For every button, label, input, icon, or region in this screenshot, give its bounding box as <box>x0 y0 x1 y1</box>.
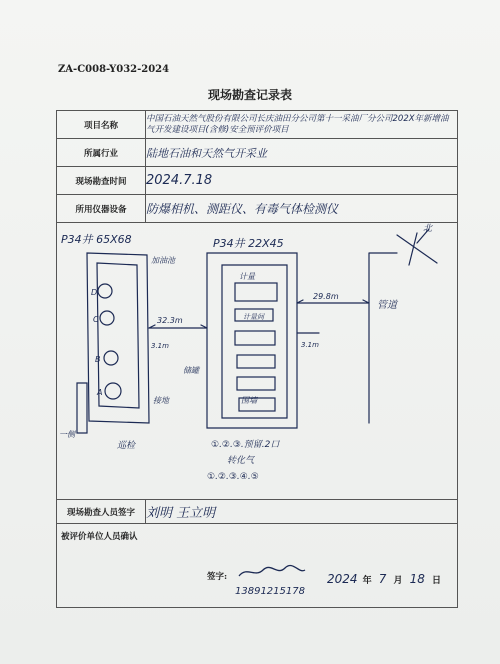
tank-label-d: D <box>91 288 98 297</box>
distance-label-1: 32.3m <box>157 316 183 325</box>
time-label: 现场勘查时间 <box>57 167 146 195</box>
document-title: 现场勘查记录表 <box>207 88 292 102</box>
phone-number: 13891215178 <box>235 586 305 597</box>
project-value: 中国石油天然气股份有限公司长庆油田分公司第十一采油厂分公司202X年新增油气开发建设项目(含修)安全预评价项目 <box>146 111 458 139</box>
side-note-4: 储罐 <box>183 366 199 375</box>
right-area-label: 管道 <box>377 300 397 311</box>
side-note-1: 加油池 <box>151 256 175 265</box>
equipment-label: 所用仪器设备 <box>57 195 146 223</box>
tank-label-b: B <box>95 355 101 364</box>
sign-date-month-unit: 月 <box>393 576 403 586</box>
left-unit-label: P34井 65X68 <box>61 233 132 246</box>
center-box-3 <box>237 355 275 368</box>
legend-line-1: ①.②.③.预留.2口 <box>211 440 280 450</box>
time-row <box>57 167 458 195</box>
tank-a-icon <box>105 383 121 399</box>
project-row <box>57 111 458 139</box>
sign-date-year: 2024 <box>327 572 358 586</box>
side-note-2: 接地 <box>153 396 169 405</box>
left-building-icon <box>77 383 87 433</box>
sign-label: 签字: <box>207 572 228 582</box>
north-arrow-icon <box>397 229 437 265</box>
distance-label-4: 3.1m <box>301 341 319 349</box>
sign-date-day: 18 <box>409 572 425 586</box>
inspector-label: 现场勘查人员签字 <box>57 500 146 524</box>
tank-c-icon <box>100 311 114 325</box>
confirm-row <box>57 524 458 608</box>
industry-row <box>57 139 458 167</box>
center-label-1: 计量 <box>239 272 255 281</box>
sketch-row <box>57 223 458 500</box>
legend-line-3: ①.②.③.④.⑤ <box>207 472 259 482</box>
project-label: 项目名称 <box>57 111 146 139</box>
side-note-3: 巡检 <box>117 441 136 451</box>
document-code: ZA-C008-Y032-2024 <box>58 64 170 75</box>
equipment-value: 防爆相机、测距仪、有毒气体检测仪 <box>146 195 458 223</box>
tank-b-icon <box>104 351 118 365</box>
center-box-2 <box>235 331 275 345</box>
sign-date-year-unit: 年 <box>362 576 372 586</box>
inspection-form-table <box>56 110 458 608</box>
center-box-4 <box>237 377 275 390</box>
industry-value: 陆地石油和天然气开采业 <box>146 139 458 167</box>
metering-room-icon <box>235 283 277 301</box>
distance-arrow-1 <box>149 325 207 328</box>
industry-label: 所属行业 <box>57 139 146 167</box>
tank-d-icon <box>98 284 112 298</box>
legend-line-2: 转化气 <box>227 456 255 466</box>
confirm-cell <box>57 524 458 608</box>
equipment-row <box>57 195 458 223</box>
side-note-6: 一侧 <box>59 430 75 439</box>
center-label-2: 计量间 <box>243 313 264 321</box>
site-sketch <box>57 223 457 499</box>
sign-date <box>327 568 441 587</box>
signature-scribble <box>237 564 307 580</box>
inspector-row <box>57 500 458 524</box>
tank-label-a: A <box>97 388 103 397</box>
distance-label-3: 3.1m <box>151 342 169 350</box>
site-sketch-cell <box>57 223 458 500</box>
north-label: 北 <box>423 224 433 234</box>
tank-label-c: C <box>93 315 99 324</box>
sign-date-month: 7 <box>378 572 387 586</box>
distance-label-2: 29.8m <box>313 292 339 301</box>
right-boundary <box>369 253 397 423</box>
center-unit-label: P34井 22X45 <box>213 237 284 250</box>
side-note-5: 围墙 <box>241 396 257 405</box>
confirm-label: 被评价单位人员确认 <box>61 532 138 542</box>
handwritten-signature <box>237 564 307 580</box>
time-value: 2024.7.18 <box>146 167 458 195</box>
sign-date-day-unit: 日 <box>431 576 441 586</box>
inspector-names: 刘明 王立明 <box>146 500 458 524</box>
